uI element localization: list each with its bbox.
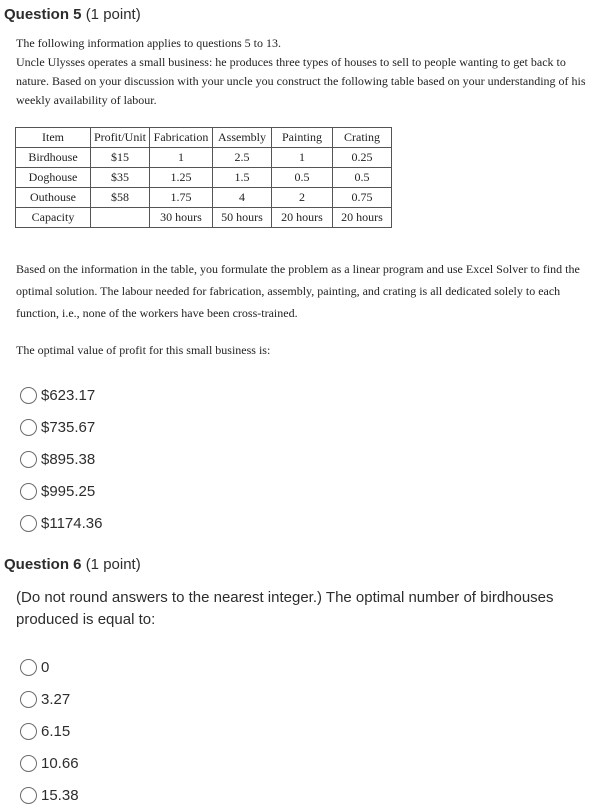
question-6-title: Question 6 [4,556,82,573]
radio-button[interactable] [20,387,37,404]
solver-paragraph: Based on the information in the table, you formulate the problem as a linear program and use Excel Solver to find the optimal solution. The labour needed for fabrication, assembly, painting, and crating is all dedicated solely to each function, i.e., none of the workers have been cross-trained. [16,262,580,320]
question-6-heading [4,556,141,573]
option-label: 6.15 [41,722,71,740]
table-cell: 30 hours [150,208,213,228]
option-label: 3.27 [41,690,71,708]
answer-option[interactable] [20,779,79,811]
answer-option[interactable] [20,683,79,715]
option-label: 0 [41,658,50,676]
radio-button[interactable] [20,659,37,676]
answer-option[interactable] [20,715,79,747]
radio-button[interactable] [20,451,37,468]
answer-option[interactable] [20,379,102,411]
table-cell: 1.75 [150,188,213,208]
table-cell: Birdhouse [16,148,91,168]
option-label: $735.67 [41,418,96,436]
table-cell: 0.5 [333,168,392,188]
intro-line-1: The following information applies to questions 5 to 13. [16,36,281,50]
table-cell: 1.5 [213,168,272,188]
question-6-prompt: (Do not round answers to the nearest integer.) The optimal number of birdhouses produced is equal to: [16,589,554,628]
table-cell: 20 hours [272,208,333,228]
table-cell: 20 hours [333,208,392,228]
intro-line-2: Uncle Ulysses operates a small business: he produces three types of houses to sell to people wanting to get back to nature. Based on your discussion with your uncle you construct the following table based on your understanding of his weekly availability of labour. [16,55,586,107]
table-cell: 1 [272,148,333,168]
table-cell: 1 [150,148,213,168]
radio-button[interactable] [20,483,37,500]
table-cell: 2 [272,188,333,208]
option-label: $995.25 [41,482,96,500]
radio-button[interactable] [20,515,37,532]
radio-button[interactable] [20,787,37,804]
table-row [16,208,392,228]
question-5-prompt: The optimal value of profit for this small business is: [16,343,271,357]
table-cell: $15 [91,148,150,168]
answer-option[interactable] [20,651,79,683]
table-header-cell: Profit/Unit [91,128,150,148]
table-cell: Doghouse [16,168,91,188]
option-label: $623.17 [41,386,96,404]
question-6-points: (1 point) [85,556,141,573]
question-5-title: Question 5 [4,6,82,23]
table-header-cell: Crating [333,128,392,148]
table-header-cell: Fabrication [150,128,213,148]
answer-option[interactable] [20,475,102,507]
question-5-points: (1 point) [85,6,141,23]
question-5-options [20,379,102,539]
table-cell: 0.5 [272,168,333,188]
radio-button[interactable] [20,755,37,772]
answer-option[interactable] [20,507,102,539]
table-cell: 50 hours [213,208,272,228]
labour-table [15,127,392,228]
radio-button[interactable] [20,691,37,708]
table-cell: 0.75 [333,188,392,208]
question-6-options [20,651,79,811]
radio-button[interactable] [20,419,37,436]
table-header-cell: Item [16,128,91,148]
table-cell: 2.5 [213,148,272,168]
table-cell: 4 [213,188,272,208]
answer-option[interactable] [20,443,102,475]
table-cell: 1.25 [150,168,213,188]
table-header-row [16,128,392,148]
answer-option[interactable] [20,411,102,443]
table-cell: $35 [91,168,150,188]
option-label: $1174.36 [41,514,103,532]
table-cell: Capacity [16,208,91,228]
table-cell: 0.25 [333,148,392,168]
table-row [16,188,392,208]
table-header-cell: Painting [272,128,333,148]
table-cell: Outhouse [16,188,91,208]
radio-button[interactable] [20,723,37,740]
table-row [16,168,392,188]
table-cell: $58 [91,188,150,208]
table-cell [91,208,150,228]
table-row [16,148,392,168]
question-5-heading [4,6,141,23]
option-label: 15.38 [41,786,79,804]
option-label: 10.66 [41,754,79,772]
answer-option[interactable] [20,747,79,779]
table-header-cell: Assembly [213,128,272,148]
option-label: $895.38 [41,450,96,468]
question-5-intro [16,34,591,110]
